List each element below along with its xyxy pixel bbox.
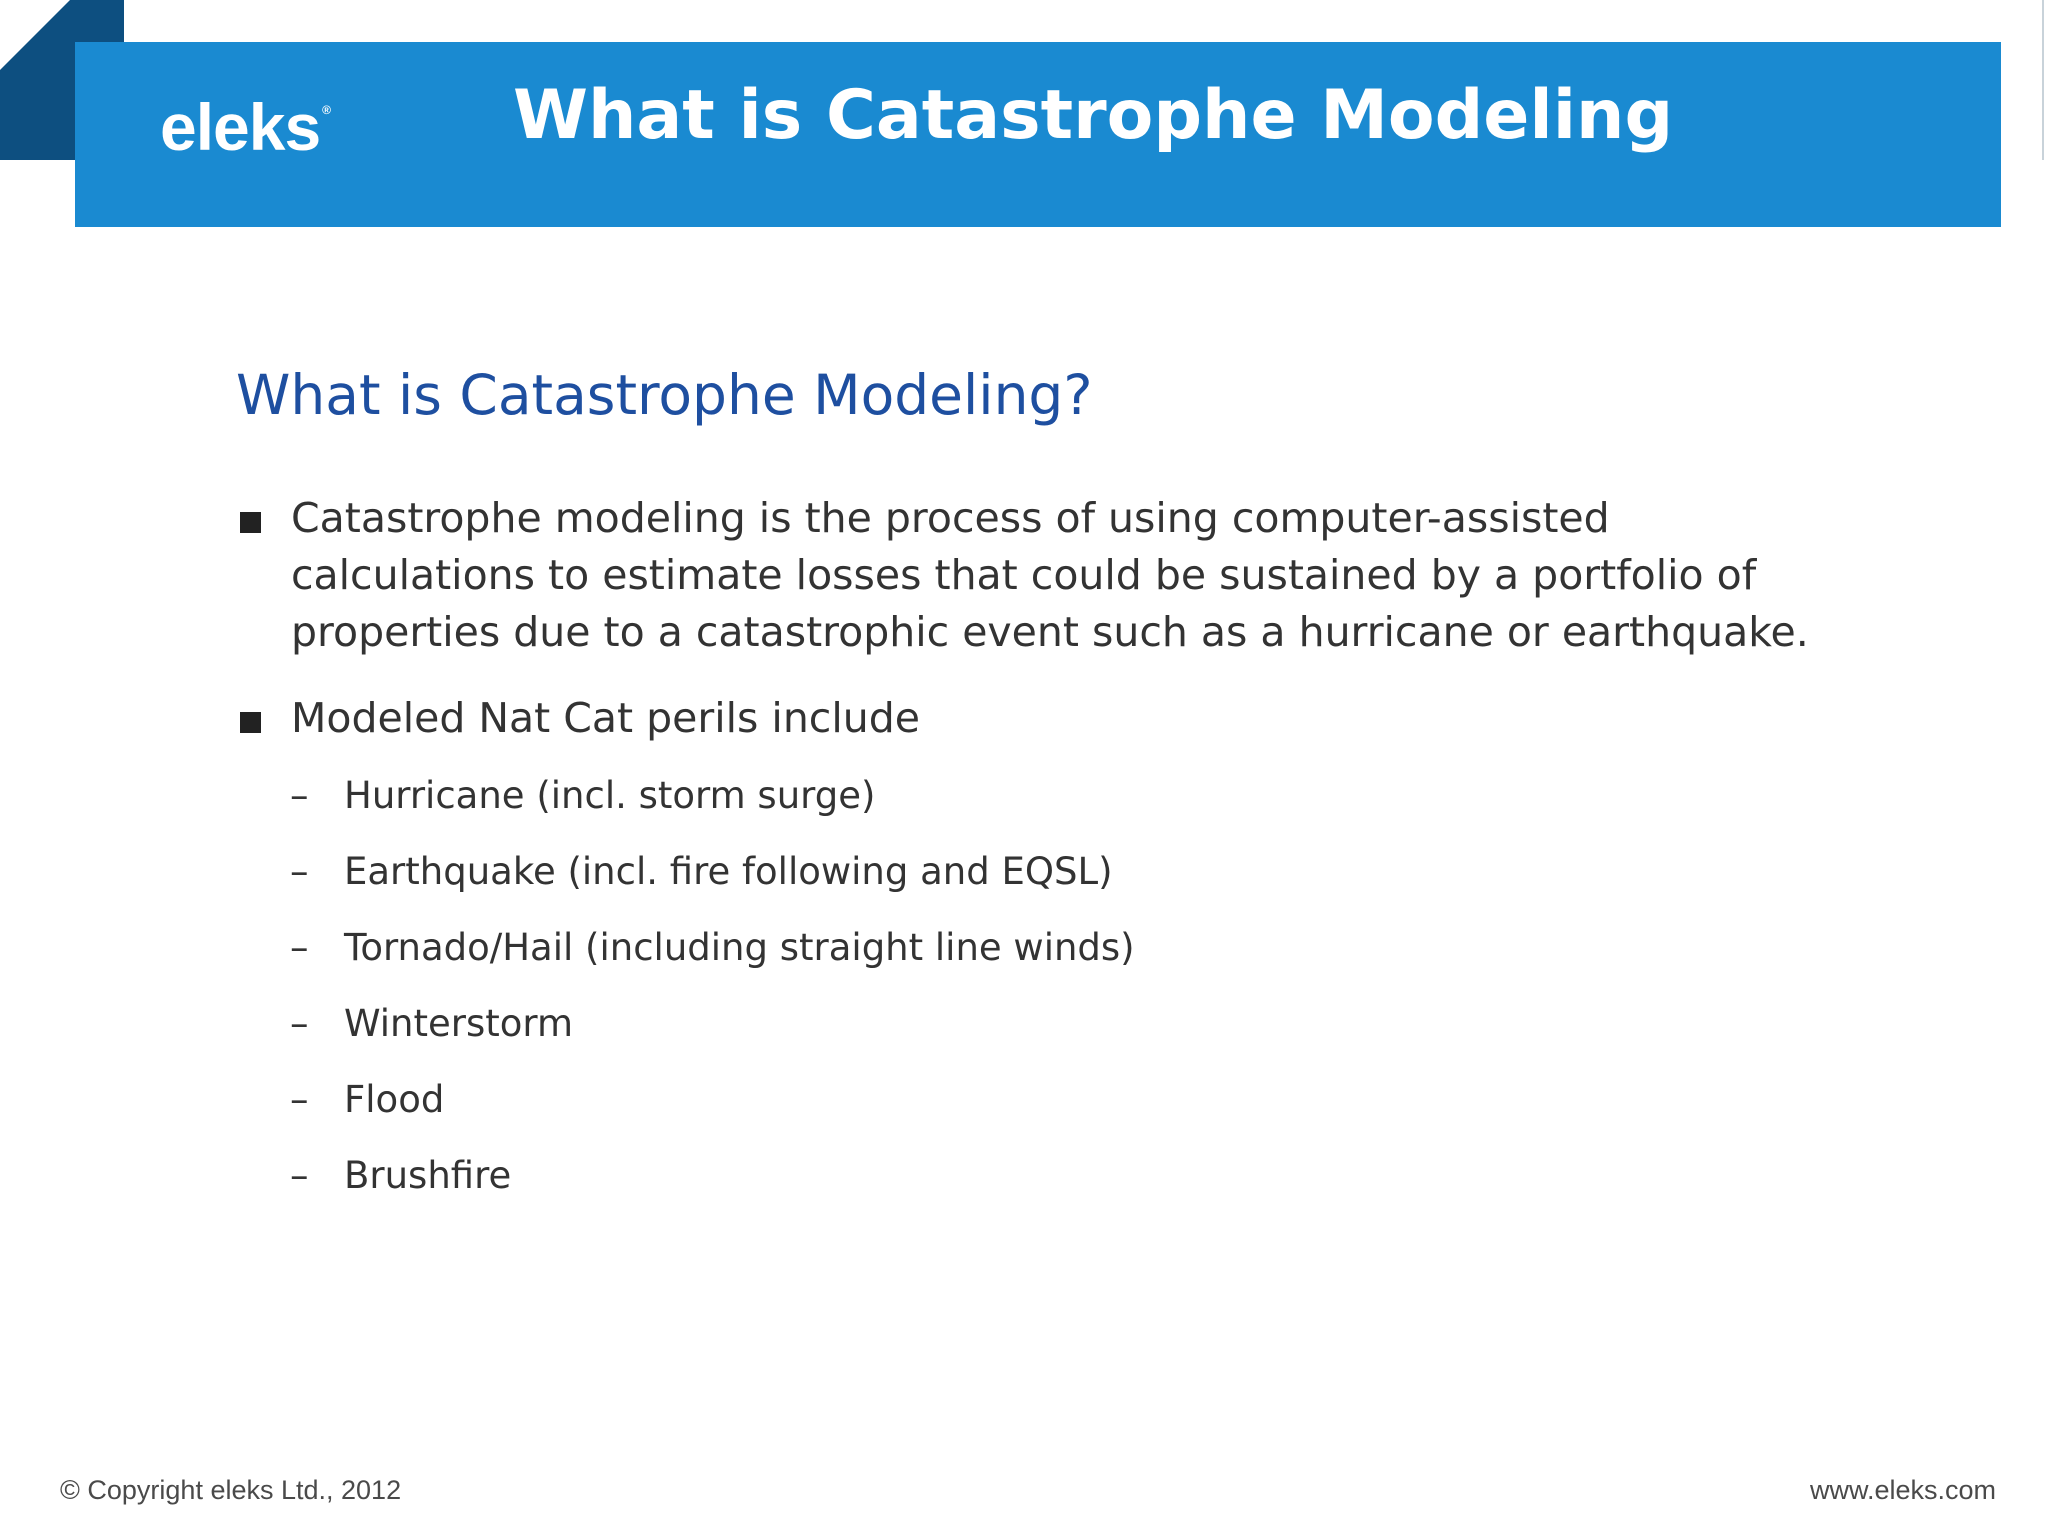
sub-item-text: Tornado/Hail (including straight line winds)	[344, 926, 1135, 969]
header-band	[75, 42, 2001, 227]
header-title: What is Catastrophe Modeling	[513, 76, 1674, 155]
edge-line	[2042, 0, 2044, 160]
dash-icon: –	[290, 1154, 309, 1197]
dash-icon: –	[290, 850, 309, 893]
logo-registered-mark: ®	[322, 103, 331, 117]
sub-item-text: Earthquake (incl. fire following and EQSL)	[344, 850, 1113, 893]
footer-website-link[interactable]: www.eleks.com	[1809, 1475, 1996, 1505]
sub-item-text: Hurricane (incl. storm surge)	[344, 774, 876, 817]
dash-icon: –	[290, 774, 309, 817]
footer-copyright: © Copyright eleks Ltd., 2012	[60, 1475, 402, 1505]
dash-icon: –	[290, 1002, 309, 1045]
eleks-logo	[160, 90, 331, 164]
bullet-text: Catastrophe modeling is the process of using computer-assisted calculations to estimate losses that could be sustained by a portfolio of properties due to a catastrophic event such as a hurricane or earthquake.	[291, 494, 1809, 656]
bullet-text: Modeled Nat Cat perils include	[291, 694, 920, 742]
logo-text: eleks	[160, 90, 321, 164]
dash-icon: –	[290, 926, 309, 969]
square-bullet-icon	[240, 712, 261, 733]
square-bullet-icon	[240, 512, 261, 533]
dash-icon: –	[290, 1078, 309, 1121]
slide-heading: What is Catastrophe Modeling?	[236, 363, 1093, 427]
sub-item-text: Flood	[344, 1078, 445, 1121]
sub-item-text: Winterstorm	[344, 1002, 574, 1045]
sub-item-text: Brushfire	[344, 1154, 512, 1197]
